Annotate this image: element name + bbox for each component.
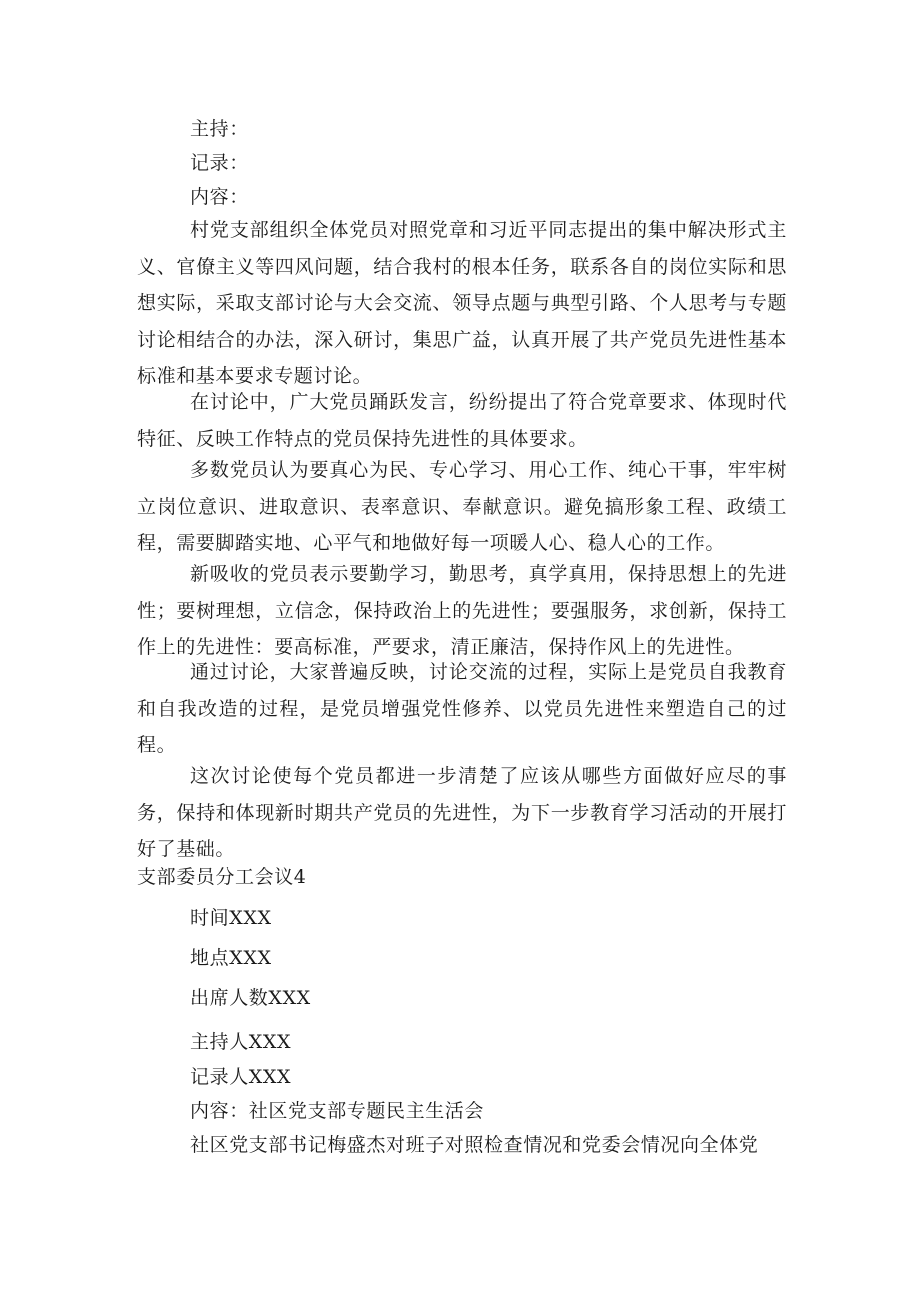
section-title: 支部委员分工会议4	[137, 866, 307, 888]
attendance-field: 出席人数XXX	[190, 987, 311, 1009]
content-label: 内容：	[190, 186, 249, 208]
paragraph-2: 在讨论中，广大党员踊跃发言，纷纷提出了符合党章要求、体现时代特征、反映工作特点的党员保持先进性的具体要求。	[137, 391, 787, 450]
paragraph-3: 多数党员认为要真心为民、专心学习、用心工作、纯心干事，牢牢树立岗位意识、进取意识、表率意识、奉献意识。避免搞形象工程、政绩工程，需要脚踏实地、心平气和地做好每一项暖人心、稳人心的工作。	[137, 459, 787, 554]
host-field: 主持人XXX	[190, 1031, 292, 1053]
paragraph-5: 通过讨论，大家普遍反映，讨论交流的过程，实际上是党员自我教育和自我改造的过程，是党员增强党性修养、以党员先进性来塑造自己的过程。	[137, 661, 787, 756]
recorder-field: 记录人XXX	[190, 1066, 292, 1088]
paragraph-1: 村党支部组织全体党员对照党章和习近平同志提出的集中解决形式主义、官僚主义等四风问题，结合我村的根本任务，联系各自的岗位实际和思想实际，采取支部讨论与大会交流、领导点题与典型引路、个人思考与专题讨论相结合的办法，深入研讨，集思广益，认真开展了共产党员先进性基本标准和基本要求专题讨论。	[137, 219, 787, 387]
paragraph-6: 这次讨论使每个党员都进一步清楚了应该从哪些方面做好应尽的事务，保持和体现新时期共产党员的先进性，为下一步教育学习活动的开展打好了基础。	[137, 765, 787, 860]
host-label: 主持：	[190, 118, 249, 140]
place-field: 地点XXX	[190, 947, 272, 969]
time-field: 时间XXX	[190, 907, 272, 929]
recorder-label: 记录：	[190, 152, 249, 174]
paragraph-4: 新吸收的党员表示要勤学习，勤思考，真学真用，保持思想上的先进性；要树理想，立信念，保持政治上的先进性；要强服务，求创新，保持工作上的先进性：要高标准，严要求，清正廉洁，保持作风上的先进性。	[137, 563, 787, 658]
last-paragraph-line: 社区党支部书记梅盛杰对班子对照检查情况和党委会情况向全体党	[190, 1134, 759, 1156]
content-field: 内容：社区党支部专题民主生活会	[190, 1100, 485, 1122]
